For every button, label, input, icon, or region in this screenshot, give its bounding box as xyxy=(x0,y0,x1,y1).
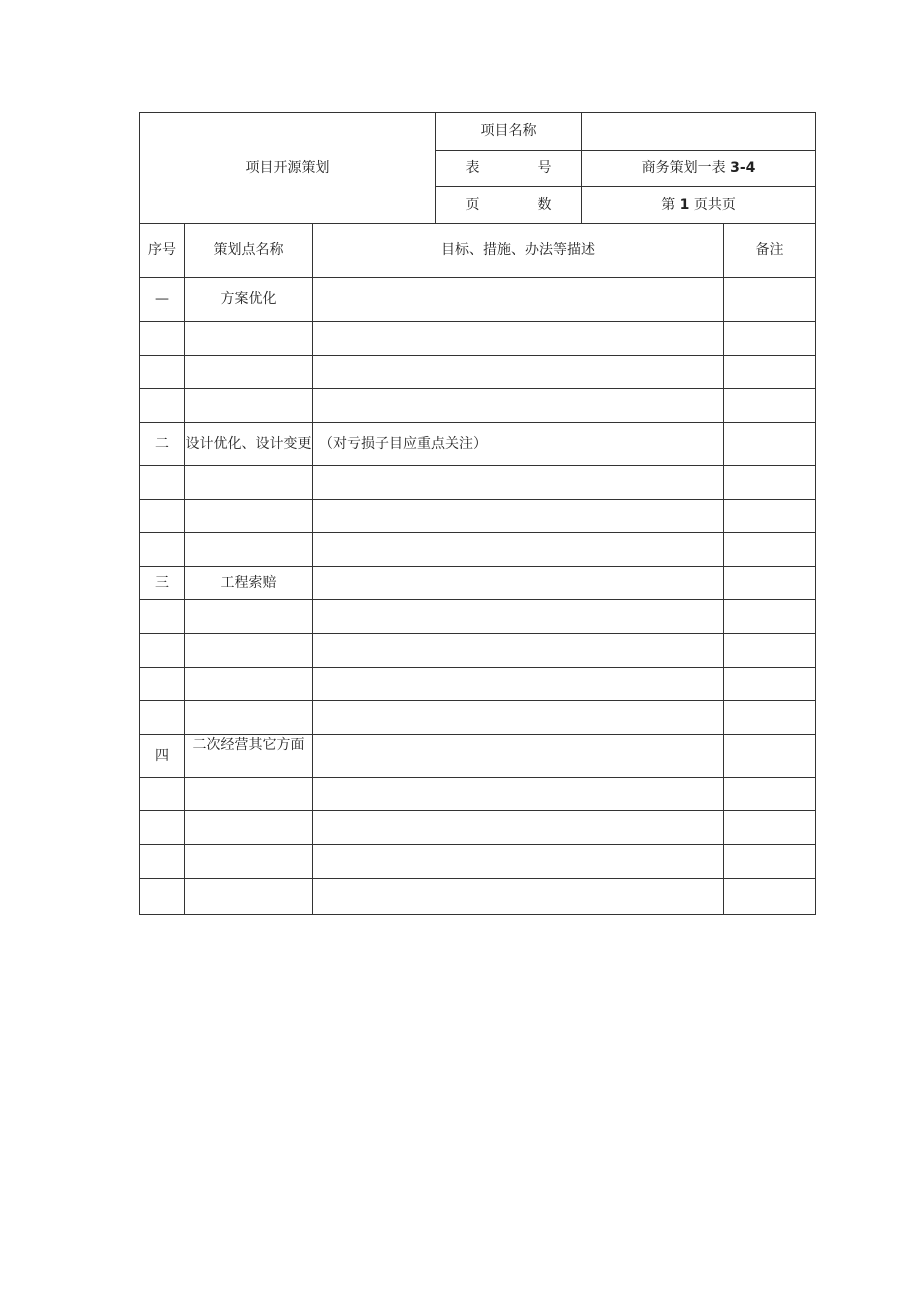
remark-cell[interactable] xyxy=(724,634,816,668)
index-cell[interactable] xyxy=(140,356,185,389)
remark-cell[interactable] xyxy=(724,778,816,811)
description-cell[interactable] xyxy=(313,389,724,423)
name-cell[interactable] xyxy=(185,466,313,500)
section-row xyxy=(140,735,816,778)
description-cell[interactable] xyxy=(313,634,724,668)
name-cell[interactable] xyxy=(185,533,313,567)
table-row xyxy=(140,701,816,735)
pages-value-b: 页共页 xyxy=(689,196,736,213)
col-header-remark: 备注 xyxy=(724,224,816,278)
section-description[interactable] xyxy=(313,735,724,778)
section-name: 工程索赔 xyxy=(185,567,313,600)
index-cell[interactable] xyxy=(140,668,185,701)
remark-cell[interactable] xyxy=(724,500,816,533)
section-remark[interactable] xyxy=(724,735,816,778)
pages-label-a: 页 xyxy=(465,196,480,213)
description-cell[interactable] xyxy=(313,500,724,533)
description-cell[interactable] xyxy=(313,668,724,701)
section-name: 方案优化 xyxy=(185,278,313,322)
section-description[interactable] xyxy=(313,567,724,600)
remark-cell[interactable] xyxy=(724,356,816,389)
form-no-number: 3-4 xyxy=(730,160,756,176)
index-cell[interactable] xyxy=(140,811,185,845)
section-remark[interactable] xyxy=(724,567,816,600)
name-cell[interactable] xyxy=(185,356,313,389)
table-row xyxy=(140,668,816,701)
pages-value-a: 第 xyxy=(661,196,680,213)
remark-cell[interactable] xyxy=(724,845,816,879)
description-cell[interactable] xyxy=(313,322,724,356)
col-header-index: 序号 xyxy=(140,224,185,278)
name-cell[interactable] xyxy=(185,600,313,634)
description-cell[interactable] xyxy=(313,533,724,567)
name-cell[interactable] xyxy=(185,811,313,845)
description-cell[interactable] xyxy=(313,811,724,845)
remark-cell[interactable] xyxy=(724,389,816,423)
col-header-description: 目标、措施、办法等描述 xyxy=(313,224,724,278)
pages-value xyxy=(582,187,816,224)
index-cell[interactable] xyxy=(140,466,185,500)
index-cell[interactable] xyxy=(140,389,185,423)
table-row xyxy=(140,500,816,533)
index-cell[interactable] xyxy=(140,634,185,668)
section-name: 二次经营其它方面 xyxy=(185,735,313,778)
form-no-label xyxy=(436,151,582,187)
index-cell[interactable] xyxy=(140,500,185,533)
table-row xyxy=(140,389,816,423)
table-row xyxy=(140,778,816,811)
remark-cell[interactable] xyxy=(724,811,816,845)
section-remark[interactable] xyxy=(724,278,816,322)
table-row xyxy=(140,533,816,567)
name-cell[interactable] xyxy=(185,634,313,668)
section-description[interactable] xyxy=(313,278,724,322)
pages-label-b: 数 xyxy=(537,196,552,213)
pages-number: 1 xyxy=(679,196,690,213)
section-index: — xyxy=(140,278,185,322)
remark-cell[interactable] xyxy=(724,533,816,567)
form-no-label-a: 表 xyxy=(465,160,480,176)
description-cell[interactable] xyxy=(313,356,724,389)
form-no-value xyxy=(582,151,816,187)
section-index: 三 xyxy=(140,567,185,600)
name-cell[interactable] xyxy=(185,500,313,533)
name-cell[interactable] xyxy=(185,389,313,423)
description-cell[interactable] xyxy=(313,778,724,811)
index-cell[interactable] xyxy=(140,533,185,567)
remark-cell[interactable] xyxy=(724,600,816,634)
planning-form xyxy=(139,112,815,915)
remark-cell[interactable] xyxy=(724,466,816,500)
section-row xyxy=(140,423,816,466)
index-cell[interactable] xyxy=(140,778,185,811)
plan-title: 项目开源策划 xyxy=(140,113,436,224)
remark-cell[interactable] xyxy=(724,668,816,701)
table-row xyxy=(140,845,816,879)
remark-cell[interactable] xyxy=(724,879,816,915)
description-cell[interactable] xyxy=(313,600,724,634)
index-cell[interactable] xyxy=(140,845,185,879)
index-cell[interactable] xyxy=(140,322,185,356)
name-cell[interactable] xyxy=(185,322,313,356)
name-cell[interactable] xyxy=(185,701,313,735)
table-row xyxy=(140,600,816,634)
section-description[interactable]: （对亏损子目应重点关注） xyxy=(313,423,724,466)
table-row xyxy=(140,356,816,389)
remark-cell[interactable] xyxy=(724,322,816,356)
description-cell[interactable] xyxy=(313,466,724,500)
name-cell[interactable] xyxy=(185,668,313,701)
section-index: 二 xyxy=(140,423,185,466)
index-cell[interactable] xyxy=(140,701,185,735)
project-name-value[interactable] xyxy=(582,113,816,151)
table-row xyxy=(140,322,816,356)
remark-cell[interactable] xyxy=(724,701,816,735)
form-no-label-b: 号 xyxy=(537,160,552,176)
form-no-prefix: 商务策划一表 xyxy=(641,160,731,176)
section-row xyxy=(140,567,816,600)
section-row xyxy=(140,278,816,322)
index-cell[interactable] xyxy=(140,600,185,634)
planning-table xyxy=(139,112,816,915)
table-row xyxy=(140,634,816,668)
table-row xyxy=(140,879,816,915)
section-remark[interactable] xyxy=(724,423,816,466)
pages-label xyxy=(436,187,582,224)
section-index: 四 xyxy=(140,735,185,778)
description-cell[interactable] xyxy=(313,701,724,735)
name-cell[interactable] xyxy=(185,879,313,915)
table-row xyxy=(140,466,816,500)
col-header-point-name: 策划点名称 xyxy=(185,224,313,278)
description-cell[interactable] xyxy=(313,879,724,915)
name-cell[interactable] xyxy=(185,778,313,811)
description-cell[interactable] xyxy=(313,845,724,879)
section-name: 设计优化、设计变更 xyxy=(185,423,313,466)
index-cell[interactable] xyxy=(140,879,185,915)
table-row xyxy=(140,811,816,845)
project-name-label: 项目名称 xyxy=(436,113,582,151)
name-cell[interactable] xyxy=(185,845,313,879)
